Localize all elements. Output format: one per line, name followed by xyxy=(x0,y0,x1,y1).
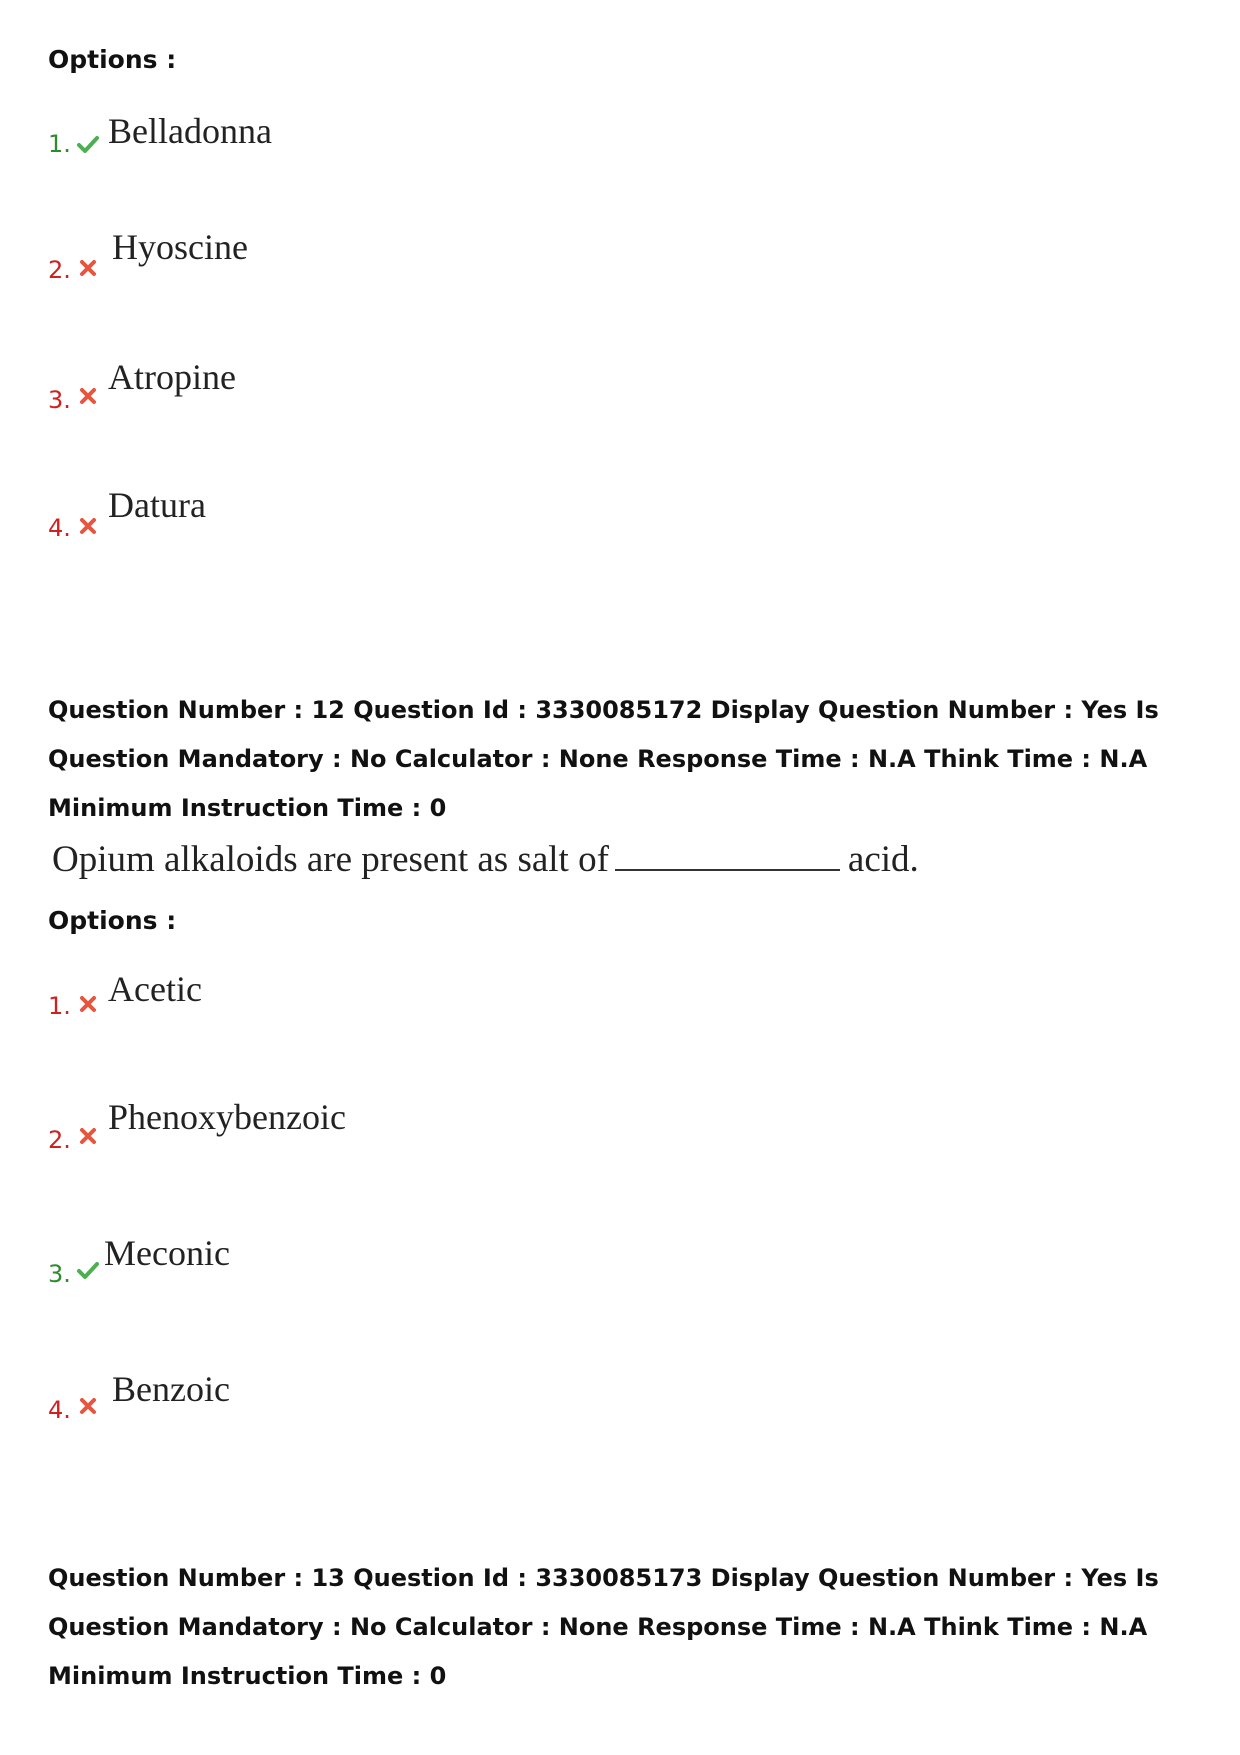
option-text: Benzoic xyxy=(112,1369,230,1409)
option-text: Meconic xyxy=(104,1233,230,1273)
question-meta: Question Number : 13 Question Id : 3330085173 Display Question Number : Yes Is Question Mandatory : No Calculator : None Response Time : N.A Think Time : N.A Minimum Instruction Time : 0 xyxy=(48,1564,1159,1690)
option-1 xyxy=(48,110,948,170)
option-number: 2. xyxy=(48,1126,71,1154)
option-text: Hyoscine xyxy=(112,227,248,267)
option-number: 1. xyxy=(48,130,71,158)
cross-icon xyxy=(76,384,100,408)
option-number: 3. xyxy=(48,386,71,414)
option-1 xyxy=(48,970,948,1030)
cross-icon xyxy=(76,256,100,280)
option-4 xyxy=(48,1369,948,1432)
option-number: 1. xyxy=(48,992,71,1020)
option-number: 4. xyxy=(48,514,71,542)
option-text: Belladonna xyxy=(108,111,272,151)
cross-icon xyxy=(76,1394,100,1418)
answer-blank xyxy=(615,839,840,871)
question-text-after: acid. xyxy=(847,839,919,880)
cross-icon xyxy=(76,992,100,1016)
options-label: Options : xyxy=(48,45,177,74)
option-2 xyxy=(48,227,948,294)
question-text-before: Opium alkaloids are present as salt of xyxy=(52,839,609,880)
option-text: Atropine xyxy=(108,357,236,397)
check-icon xyxy=(76,1258,100,1282)
option-4 xyxy=(48,485,948,552)
options-label: Options : xyxy=(48,906,177,935)
cross-icon xyxy=(76,1124,100,1148)
question-meta: Question Number : 12 Question Id : 3330085172 Display Question Number : Yes Is Question Mandatory : No Calculator : None Response Time : N.A Think Time : N.A Minimum Instruction Time : 0 xyxy=(48,696,1159,822)
option-text: Phenoxybenzoic xyxy=(108,1097,346,1137)
option-3 xyxy=(48,357,948,420)
question-text xyxy=(52,838,919,882)
option-2 xyxy=(48,1097,948,1160)
option-text: Acetic xyxy=(108,969,202,1009)
check-icon xyxy=(76,132,100,156)
cross-icon xyxy=(76,514,100,538)
option-number: 2. xyxy=(48,256,71,284)
option-text: Datura xyxy=(108,485,206,525)
option-3 xyxy=(48,1233,948,1298)
option-number: 4. xyxy=(48,1396,71,1424)
option-number: 3. xyxy=(48,1260,71,1288)
